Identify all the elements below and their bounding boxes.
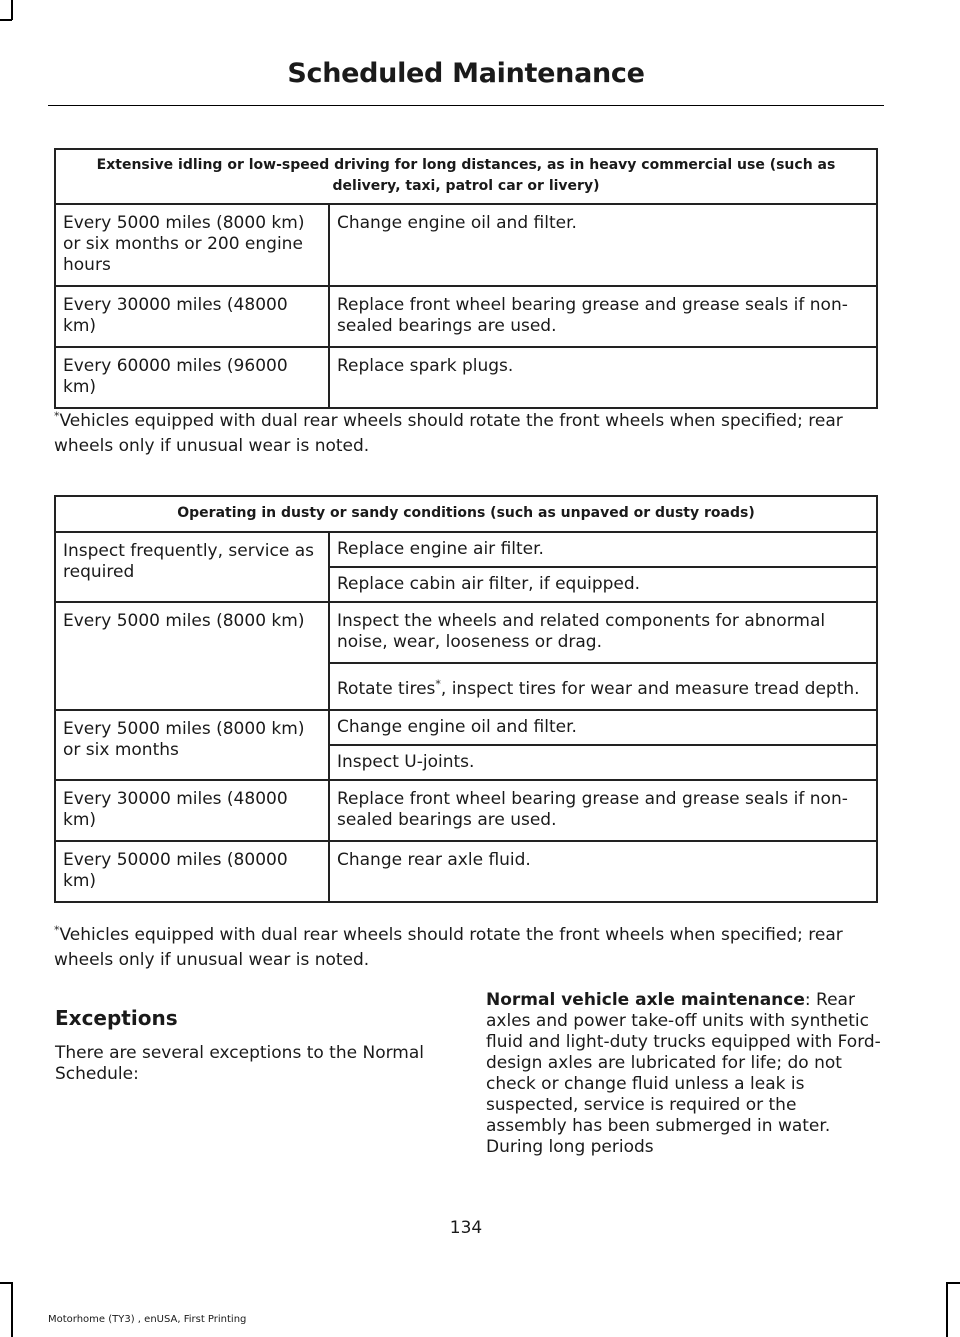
- footnote: [54, 923, 880, 973]
- footnote-text: Vehicles equipped with dual rear wheels should rotate the front wheels when specified; rear wheels only if unusual wear is noted.: [54, 411, 843, 456]
- action-cell: Inspect the wheels and related components for abnormal noise, wear, looseness or drag.: [329, 602, 877, 663]
- heavy-use-maintenance-table: [54, 148, 878, 409]
- interval-cell: Every 30000 miles (48000 km): [55, 780, 329, 841]
- page-number: 134: [449, 1218, 483, 1238]
- table-row: [55, 532, 877, 567]
- table-row: [55, 710, 877, 745]
- dusty-conditions-maintenance-table: [54, 495, 878, 903]
- table-header-row: [55, 149, 877, 204]
- action-cell: Replace front wheel bearing grease and grease seals if non-sealed bearings are used.: [329, 780, 877, 841]
- table-row: [55, 347, 877, 408]
- interval-cell: Every 5000 miles (8000 km) or six months or 200 engine hours: [55, 204, 329, 286]
- action-cell: Inspect U-joints.: [329, 745, 877, 780]
- axle-maintenance-heading: Normal vehicle axle maintenance: [486, 990, 805, 1010]
- rotate-tires-text: Rotate tires: [337, 679, 436, 699]
- footnote-text: Vehicles equipped with dual rear wheels should rotate the front wheels when specified; rear wheels only if unusual wear is noted.: [54, 925, 843, 970]
- interval-cell: Every 30000 miles (48000 km): [55, 286, 329, 347]
- interval-cell: Every 5000 miles (8000 km) or six months: [55, 710, 329, 780]
- crop-mark: [0, 1282, 12, 1284]
- axle-maintenance-text: : Rear axles and power take-off units with synthetic fluid and light-duty trucks equipped with Ford-design axles are lubricated for life; do not check or change fluid unless a leak is suspected, service is required or the assembly has been submerged in water. During long periods: [486, 990, 881, 1157]
- rotate-tires-text: , inspect tires for wear and measure tread depth.: [440, 679, 860, 699]
- table-row: [55, 602, 877, 663]
- action-cell: Replace cabin air filter, if equipped.: [329, 567, 877, 602]
- interval-cell: Inspect frequently, service as required: [55, 532, 329, 602]
- crop-mark: [11, 0, 13, 20]
- action-cell: Replace engine air filter.: [329, 532, 877, 567]
- table-row: [55, 780, 877, 841]
- footer-text: Motorhome (TY3) , enUSA, First Printing: [48, 1314, 247, 1325]
- crop-mark: [946, 1282, 948, 1337]
- action-cell: Change engine oil and filter.: [329, 710, 877, 745]
- action-cell: Replace spark plugs.: [329, 347, 877, 408]
- table-row: [55, 841, 877, 902]
- footnote-marker: *: [54, 923, 60, 937]
- table-row: [55, 204, 877, 286]
- table-heading: Operating in dusty or sandy conditions (such as unpaved or dusty roads): [55, 496, 877, 532]
- axle-maintenance-paragraph: [486, 990, 881, 1158]
- action-cell: Change engine oil and filter.: [329, 204, 877, 286]
- interval-cell: Every 60000 miles (96000 km): [55, 347, 329, 408]
- action-cell: Replace front wheel bearing grease and grease seals if non-sealed bearings are used.: [329, 286, 877, 347]
- table-row: [55, 286, 877, 347]
- crop-mark: [946, 1282, 960, 1284]
- title-divider: [48, 105, 884, 106]
- interval-cell: Every 50000 miles (80000 km): [55, 841, 329, 902]
- crop-mark: [11, 1282, 13, 1337]
- footnote-marker: *: [435, 677, 441, 691]
- footnote-marker: *: [54, 409, 60, 423]
- crop-mark: [0, 19, 12, 21]
- table-heading: Extensive idling or low-speed driving for long distances, as in heavy commercial use (such as delivery, taxi, patrol car or livery): [55, 149, 877, 204]
- table-header-row: [55, 496, 877, 532]
- page-title: Scheduled Maintenance: [287, 58, 645, 89]
- action-cell: Change rear axle fluid.: [329, 841, 877, 902]
- footnote: [54, 409, 880, 459]
- interval-cell: Every 5000 miles (8000 km): [55, 602, 329, 710]
- section-heading: Exceptions: [55, 1006, 178, 1030]
- action-cell: [329, 663, 877, 710]
- exceptions-paragraph: There are several exceptions to the Normal Schedule:: [55, 1043, 424, 1084]
